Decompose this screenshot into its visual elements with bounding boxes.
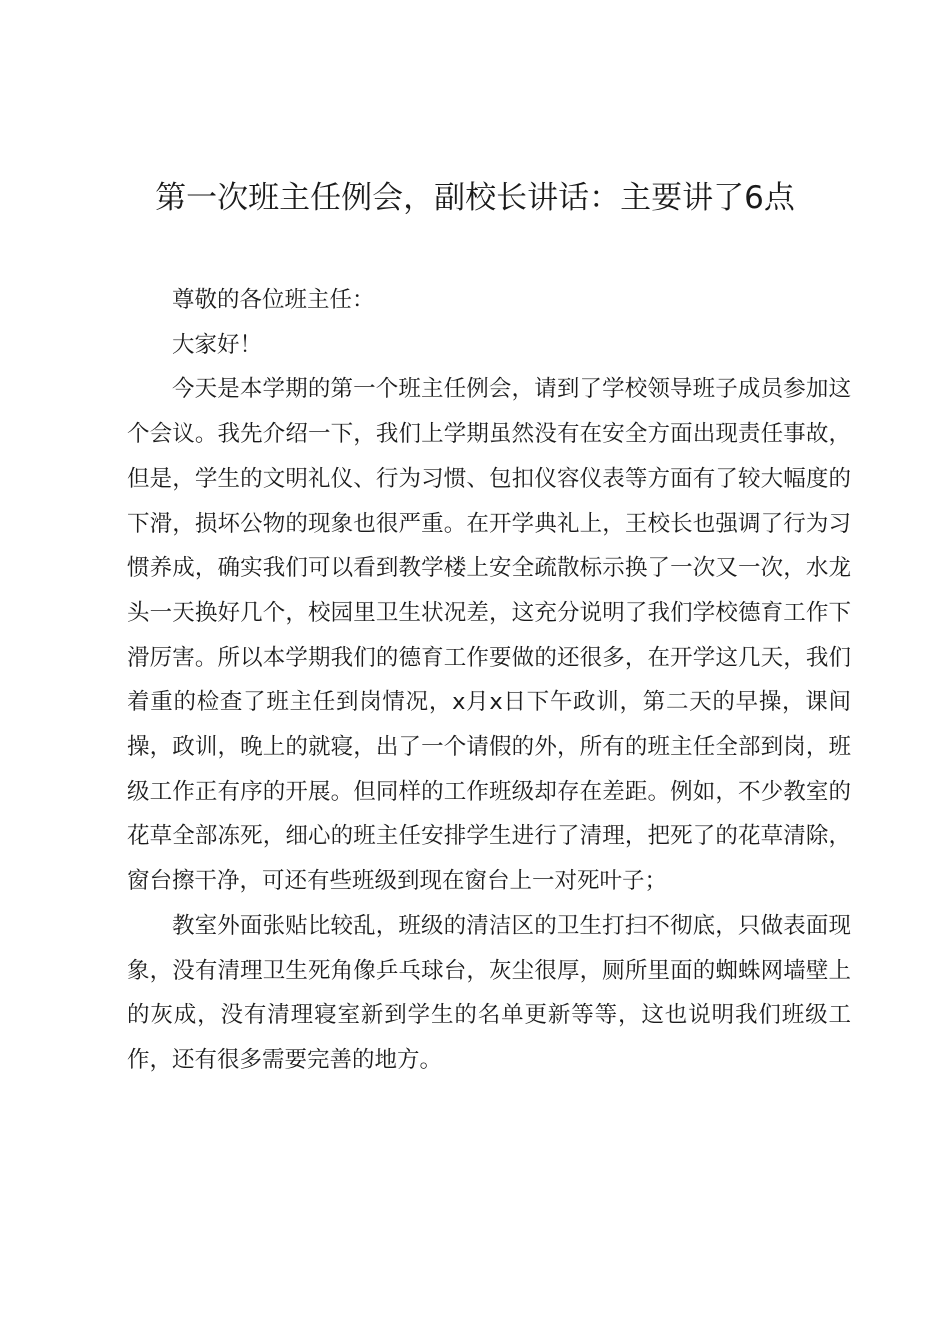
greeting: 大家好！ xyxy=(172,331,263,358)
body-paragraph: 教室外面张贴比较乱，班级的清洁区的卫生打扫不彻底，只做表面现象，没有清理卫生死角像乒乓球台，灰尘很厚，厕所里面的蜘蛛网墙壁上的灰成，没有清理寝室新到学生的名单更新等等，这也说明我们班级工作，还有很多需要完善的地方。 xyxy=(127,912,851,1073)
body-paragraph: 今天是本学期的第一个班主任例会，请到了学校领导班子成员参加这个会议。我先介绍一下，我们上学期虽然没有在安全方面出现责任事故，但是，学生的文明礼仪、行为习惯、包扣仪容仪表等方面有了较大幅度的下滑，损坏公物的现象也很严重。在开学典礼上，王校长也强调了行为习惯养成，确实我们可以看到教学楼上安全疏散标示换了一次又一次，水龙头一天换好几个，校园里卫生状况差，这充分说明了我们学校德育工作下滑厉害。所以本学期我们的德育工作要做的还很多，在开学这几天，我们着重的检查了班主任到岗情况，x月x日下午政训，第二天的早操，课间操，政训，晚上的就寝，出了一个请假的外，所有的班主任全部到岗，班级工作正有序的开展。但同样的工作班级却存在差距。例如，不少教室的花草全部冻死，细心的班主任安排学生进行了清理，把死了的花草清除，窗台擦干净，可还有些班级到现在窗台上一对死叶子； xyxy=(127,376,851,895)
document-body xyxy=(127,278,851,1083)
document-title: 第一次班主任例会，副校长讲话：主要讲了6点 xyxy=(155,180,795,216)
salutation: 尊敬的各位班主任： xyxy=(172,287,375,313)
